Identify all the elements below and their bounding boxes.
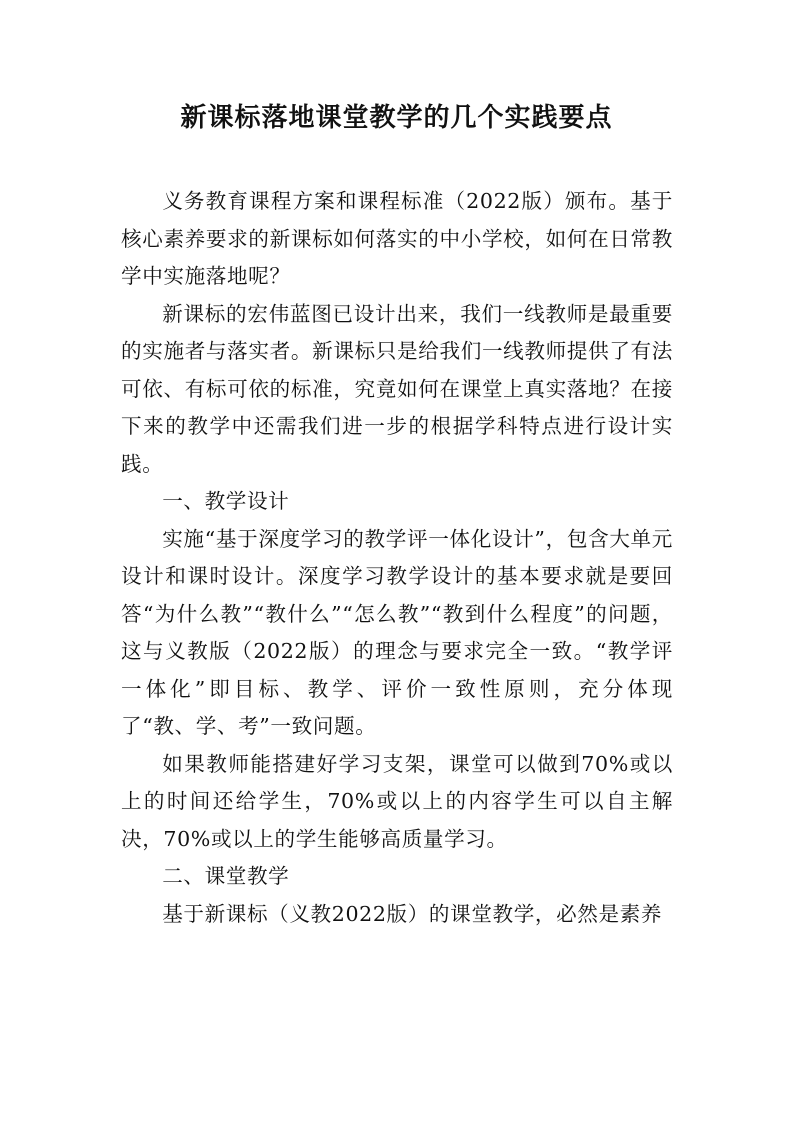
section-heading-teaching-design: 一、教学设计 <box>162 489 290 513</box>
paragraph-deep-learning: 实施“基于深度学习的教学评一体化设计”，包含大单元设计和课时设计。深度学习教学设计的基本要求就是要回答“为什么教”“教什么”“怎么教”“教到什么程度”的问题，这与义教版（2022版）的理念与要求完全一致。“教学评一体化”即目标、教学、评价一致性原则，充分体现了“教、学、考”一致问题。 <box>121 526 673 738</box>
paragraph-classroom: 基于新课标（义教2022版）的课堂教学，必然是素养 <box>162 901 663 926</box>
section-heading-classroom-teaching: 二、课堂教学 <box>162 864 290 888</box>
document-title: 新课标落地课堂教学的几个实践要点 <box>180 103 613 133</box>
document-body <box>121 183 673 933</box>
paragraph-intro: 义务教育课程方案和课程标准（2022版）颁布。基于核心素养要求的新课标如何落实的中小学校，如何在日常教学中实施落地呢？ <box>121 189 673 288</box>
paragraph-blueprint: 新课标的宏伟蓝图已设计出来，我们一线教师是最重要的实施者与落实者。新课标只是给我们一线教师提供了有法可依、有标可依的标准，究竟如何在课堂上真实落地？在接下来的教学中还需我们进一步的根据学科特点进行设计实践。 <box>121 301 673 476</box>
paragraph-scaffolding: 如果教师能搭建好学习支架，课堂可以做到70%或以上的时间还给学生，70%或以上的内容学生可以自主解决，70%或以上的学生能够高质量学习。 <box>121 751 673 851</box>
